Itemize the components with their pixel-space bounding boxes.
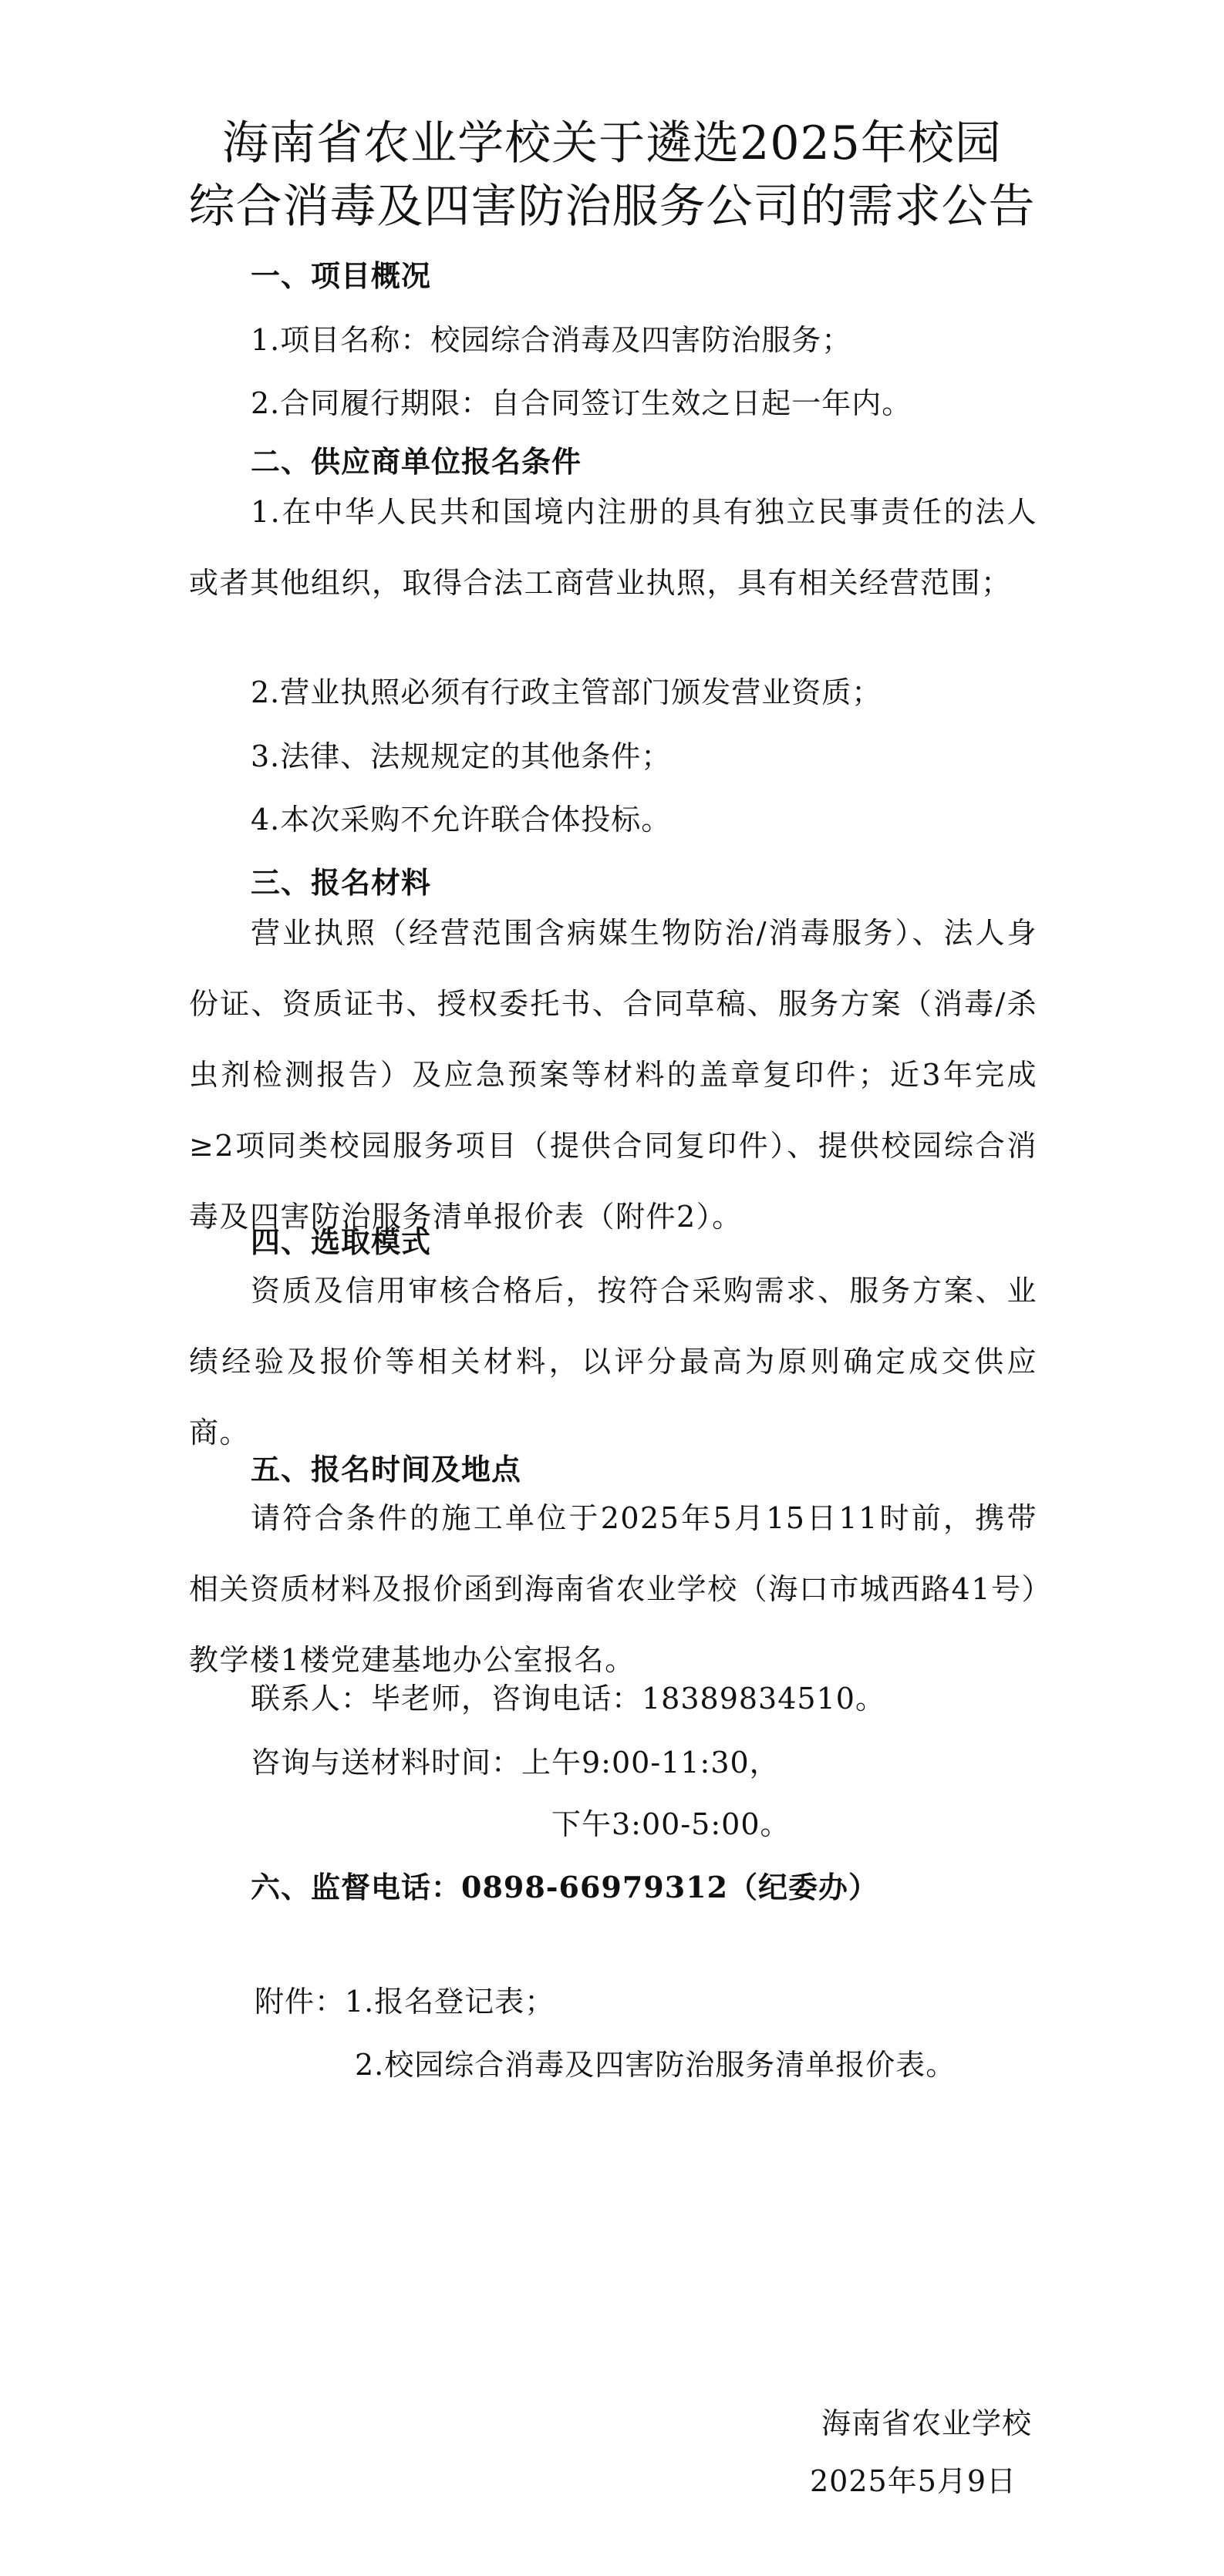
signature-date: 2025年5月9日 [810, 2464, 1017, 2498]
section-2-item-4: 4.本次采购不允许联合体投标。 [251, 803, 672, 837]
section-1-item-2: 2.合同履行期限：自合同签订生效之日起一年内。 [251, 386, 912, 420]
signature-org: 海南省农业学校 [821, 2406, 1033, 2440]
section-5-heading: 五、报名时间及地点 [251, 1452, 522, 1487]
section-2-heading: 二、供应商单位报名条件 [251, 444, 582, 479]
title-line-1: 海南省农业学校关于遴选2025年校园 [222, 116, 1002, 170]
contact-line: 联系人：毕老师，咨询电话：18389834510。 [251, 1682, 885, 1716]
section-2-item-3: 3.法律、法规规定的其他条件； [251, 739, 672, 773]
attachment-item-1: 附件：1.报名登记表； [255, 1985, 555, 2019]
section-3-heading: 三、报名材料 [251, 865, 432, 900]
section-1-item-1: 1.项目名称：校园综合消毒及四害防治服务； [251, 323, 852, 357]
section-1-heading: 一、项目概况 [251, 258, 432, 293]
section-4-body: 资质及信用审核合格后，按符合采购需求、服务方案、业绩经验及报价等相关材料，以评分最高为原则确定成交供应商。 [189, 1274, 1037, 1450]
section-5-body: 请符合条件的施工单位于2025年5月15日11时前，携带相关资质材料及报价函到海南省农业学校（海口市城西路41号）教学楼1楼党建基地办公室报名。 [189, 1501, 1037, 1677]
attachment-item-2: 2.校园综合消毒及四害防治服务清单报价表。 [355, 2048, 956, 2082]
section-4-heading: 四、选取模式 [251, 1224, 432, 1259]
title-line-2: 综合消毒及四害防治服务公司的需求公告 [188, 180, 1036, 234]
section-6-heading: 六、监督电话：0898-66979312（纪委办） [251, 1870, 879, 1904]
section-3-body: 营业执照（经营范围含病媒生物防治/消毒服务）、法人身份证、资质证书、授权委托书、合同草稿、服务方案（消毒/杀虫剂检测报告）及应急预案等材料的盖章复印件；近3年完成≥2项同类校园服务项目（提供合同复印件）、提供校园综合消毒及四害防治服务清单报价表（附件2）。 [189, 916, 1037, 1234]
hours-pm-line: 下午3:00-5:00。 [551, 1807, 791, 1841]
section-2-item-2: 2.营业执照必须有行政主管部门颁发营业资质； [251, 675, 882, 709]
hours-am-line: 咨询与送材料时间：上午9:00-11:30， [251, 1746, 780, 1780]
section-2-item-1: 1.在中华人民共和国境内注册的具有独立民事责任的法人或者其他组织，取得合法工商营业执照，具有相关经营范围； [189, 495, 1037, 600]
